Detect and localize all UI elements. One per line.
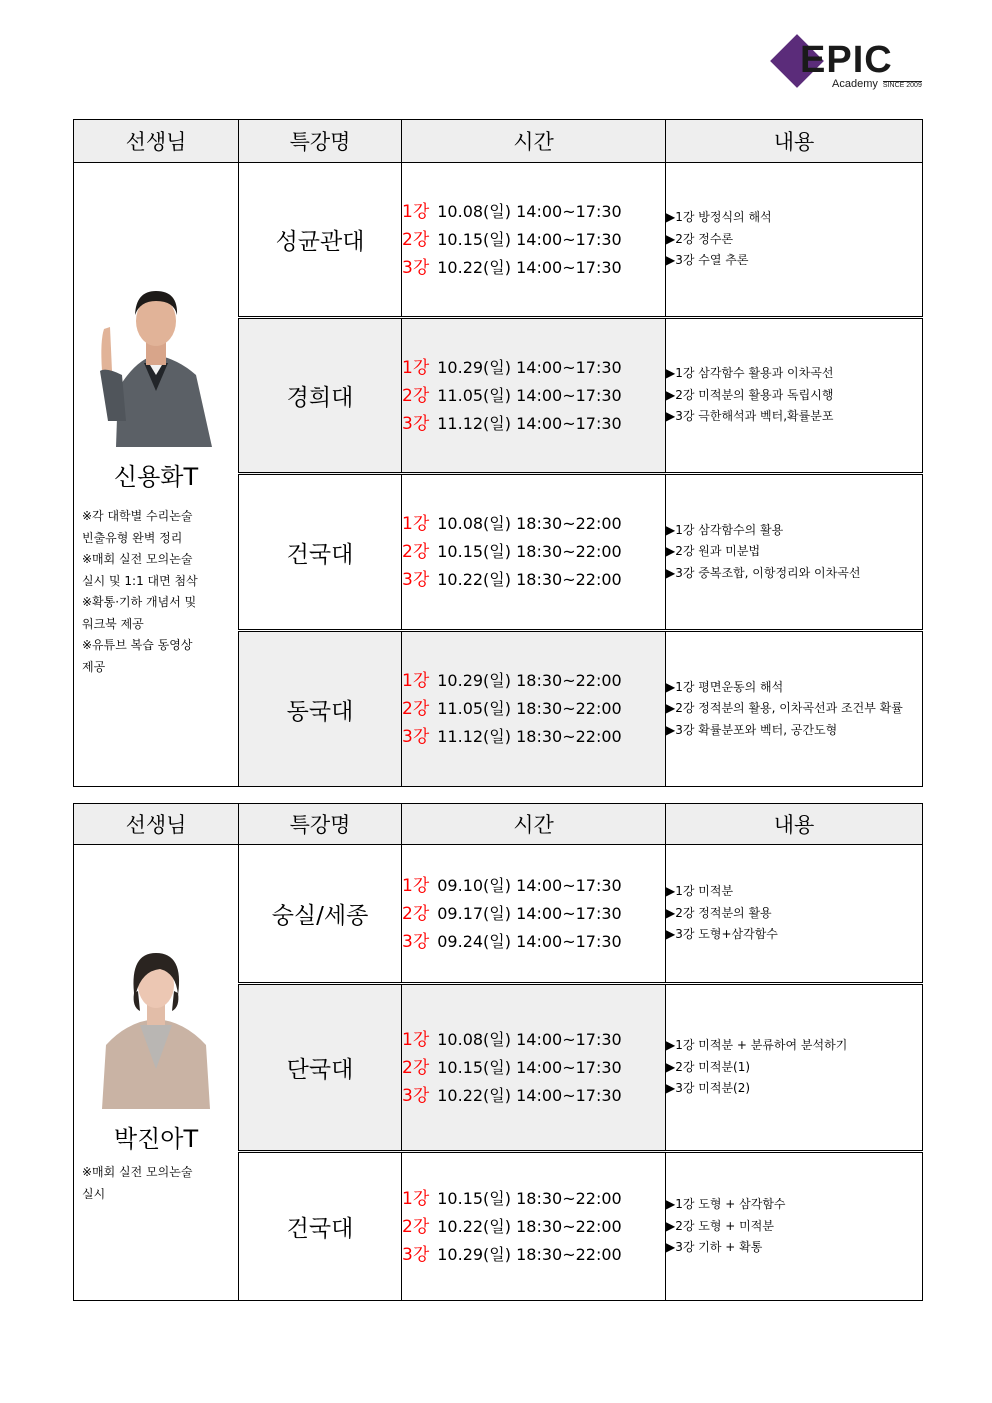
logo-word: EPIC bbox=[800, 39, 893, 81]
lecture-number: 3강 bbox=[402, 257, 430, 278]
lecture-number: 1강 bbox=[402, 671, 430, 691]
course-times bbox=[402, 631, 666, 787]
teacher-cell bbox=[74, 163, 239, 787]
course-content bbox=[666, 1152, 923, 1301]
teacher-name: 신용화T bbox=[113, 463, 199, 491]
session-row bbox=[402, 1213, 665, 1241]
session-time: 11.12(일) 18:30~22:00 bbox=[437, 727, 622, 746]
logo-academy-text: Academy bbox=[832, 78, 878, 90]
lecture-number: 2강 bbox=[402, 1216, 430, 1237]
session-row bbox=[402, 226, 665, 254]
content-line: ▶3강 극한해석과 벡터,확률분포 bbox=[666, 409, 834, 424]
header-content: 내용 bbox=[666, 804, 923, 845]
content-line: ▶1강 미적분 bbox=[666, 884, 734, 899]
lecture-number: 1강 bbox=[402, 1188, 430, 1209]
course-content bbox=[666, 318, 923, 474]
session-row bbox=[402, 723, 665, 751]
session-row bbox=[402, 872, 665, 900]
lecture-number: 1강 bbox=[402, 1029, 430, 1050]
session-row bbox=[402, 667, 665, 695]
content-line: ▶3강 기하 + 확통 bbox=[666, 1240, 763, 1255]
course-times bbox=[402, 318, 666, 474]
teacher-photo-avatar bbox=[96, 271, 216, 447]
course-name: 숭실/세종 bbox=[239, 845, 402, 984]
session-row bbox=[402, 928, 665, 956]
session-row bbox=[402, 382, 665, 410]
content-line: ▶2강 도형 + 미적분 bbox=[666, 1218, 774, 1233]
note-line: 실시 bbox=[82, 1186, 106, 1201]
lecture-number: 3강 bbox=[402, 570, 430, 590]
lecture-number: 2강 bbox=[402, 903, 430, 924]
header-course: 특강명 bbox=[239, 120, 402, 163]
logo-since-text: SINCE 2009 bbox=[882, 82, 922, 89]
lecture-number: 3강 bbox=[402, 931, 430, 952]
note-line: ※확통·기하 개념서 및 bbox=[82, 595, 197, 609]
course-times bbox=[402, 1152, 666, 1301]
header-time: 시간 bbox=[402, 120, 666, 163]
header-content: 내용 bbox=[666, 120, 923, 163]
session-time: 10.22(일) 18:30~22:00 bbox=[437, 570, 622, 589]
session-row bbox=[402, 566, 665, 594]
session-time: 09.24(일) 14:00~17:30 bbox=[437, 931, 622, 951]
teacher-photo-avatar bbox=[100, 945, 212, 1109]
header-course: 특강명 bbox=[239, 804, 402, 845]
content-line: ▶2강 미적분(1) bbox=[666, 1059, 751, 1074]
lecture-number: 2강 bbox=[402, 699, 430, 719]
course-name: 건국대 bbox=[239, 1152, 402, 1301]
content-line: ▶3강 도형+삼각함수 bbox=[666, 927, 778, 942]
content-line: ▶1강 평면운동의 해석 bbox=[666, 679, 784, 694]
lecture-number: 2강 bbox=[402, 229, 430, 250]
session-time: 09.17(일) 14:00~17:30 bbox=[437, 903, 622, 923]
logo-sub bbox=[832, 78, 922, 92]
session-row bbox=[402, 354, 665, 382]
schedule-table-1 bbox=[73, 119, 923, 787]
session-row bbox=[402, 1241, 665, 1269]
content-line: ▶1강 방정식의 해석 bbox=[666, 210, 772, 225]
lecture-number: 2강 bbox=[402, 542, 430, 562]
session-row bbox=[402, 198, 665, 226]
session-row bbox=[402, 510, 665, 538]
lecture-number: 3강 bbox=[402, 727, 430, 747]
content-line: ▶3강 미적분(2) bbox=[666, 1081, 751, 1096]
course-content bbox=[666, 474, 923, 631]
content-line: ▶2강 정수론 bbox=[666, 231, 734, 246]
teacher-notes bbox=[74, 1162, 238, 1205]
teacher-notes bbox=[74, 506, 238, 678]
session-row bbox=[402, 1026, 665, 1054]
lecture-number: 3강 bbox=[402, 1085, 430, 1106]
content-line: ▶2강 미적분의 활용과 독립시행 bbox=[666, 387, 834, 402]
content-line: ▶3강 수열 추론 bbox=[666, 253, 749, 268]
table-row bbox=[74, 845, 923, 984]
session-row bbox=[402, 410, 665, 438]
schedule-table-2 bbox=[73, 803, 923, 1301]
session-time: 10.22(일) 18:30~22:00 bbox=[437, 1216, 622, 1236]
note-line: 제공 bbox=[82, 659, 106, 674]
note-line: ※각 대학별 수리논술 bbox=[82, 509, 193, 523]
course-times bbox=[402, 474, 666, 631]
session-time: 10.29(일) 14:00~17:30 bbox=[437, 357, 622, 377]
table-header-row bbox=[74, 120, 923, 163]
note-line: ※매회 실전 모의논술 bbox=[82, 552, 193, 566]
session-time: 09.10(일) 14:00~17:30 bbox=[437, 875, 622, 895]
course-times bbox=[402, 845, 666, 984]
session-time: 10.15(일) 14:00~17:30 bbox=[437, 229, 622, 249]
teacher-name: 박진아T bbox=[113, 1125, 199, 1153]
teacher-cell bbox=[74, 845, 239, 1301]
header-teacher: 선생님 bbox=[74, 804, 239, 845]
session-time: 10.15(일) 14:00~17:30 bbox=[437, 1057, 622, 1077]
lecture-number: 1강 bbox=[402, 514, 430, 534]
course-times bbox=[402, 163, 666, 318]
session-time: 10.15(일) 18:30~22:00 bbox=[437, 1188, 622, 1208]
session-time: 10.15(일) 18:30~22:00 bbox=[437, 542, 622, 561]
note-line: ※유튜브 복습 동영상 bbox=[82, 638, 193, 652]
content-line: ▶3강 확률분포와 벡터, 공간도형 bbox=[666, 722, 838, 737]
session-time: 10.22(일) 14:00~17:30 bbox=[437, 1085, 622, 1105]
session-row bbox=[402, 1054, 665, 1082]
content-line: ▶2강 원과 미분법 bbox=[666, 544, 761, 559]
session-time: 10.29(일) 18:30~22:00 bbox=[437, 671, 622, 690]
content-line: ▶3강 중복조합, 이항정리와 이차곡선 bbox=[666, 565, 861, 580]
content-line: ▶2강 정적분의 활용 bbox=[666, 905, 772, 920]
lecture-number: 1강 bbox=[402, 875, 430, 896]
lecture-number: 1강 bbox=[402, 357, 430, 378]
course-name: 건국대 bbox=[239, 474, 402, 631]
lecture-number: 3강 bbox=[402, 1244, 430, 1265]
session-row bbox=[402, 1082, 665, 1110]
epic-academy-logo bbox=[770, 34, 920, 94]
course-name: 동국대 bbox=[239, 631, 402, 787]
note-line: 워크북 제공 bbox=[82, 616, 144, 631]
note-line: 실시 및 1:1 대면 첨삭 bbox=[82, 573, 198, 588]
lecture-number: 2강 bbox=[402, 385, 430, 406]
course-content bbox=[666, 163, 923, 318]
course-name: 경희대 bbox=[239, 318, 402, 474]
course-content bbox=[666, 984, 923, 1152]
course-name: 단국대 bbox=[239, 984, 402, 1152]
session-time: 11.05(일) 18:30~22:00 bbox=[437, 699, 622, 718]
session-row bbox=[402, 900, 665, 928]
content-line: ▶1강 삼각함수 활용과 이차곡선 bbox=[666, 366, 834, 381]
note-line: 빈출유형 완벽 정리 bbox=[82, 530, 183, 545]
lecture-number: 1강 bbox=[402, 201, 430, 222]
session-time: 10.08(일) 14:00~17:30 bbox=[437, 201, 622, 221]
session-time: 11.05(일) 14:00~17:30 bbox=[437, 385, 622, 405]
content-line: ▶1강 미적분 + 분류하여 분석하기 bbox=[666, 1038, 848, 1053]
lecture-number: 2강 bbox=[402, 1057, 430, 1078]
session-row bbox=[402, 1185, 665, 1213]
course-name: 성균관대 bbox=[239, 163, 402, 318]
session-row bbox=[402, 695, 665, 723]
course-content bbox=[666, 845, 923, 984]
session-row bbox=[402, 538, 665, 566]
table-row bbox=[74, 163, 923, 318]
content-line: ▶1강 삼각함수의 활용 bbox=[666, 522, 784, 537]
table-header-row bbox=[74, 804, 923, 845]
header-teacher: 선생님 bbox=[74, 120, 239, 163]
course-times bbox=[402, 984, 666, 1152]
session-time: 10.08(일) 18:30~22:00 bbox=[437, 514, 622, 533]
content-line: ▶1강 도형 + 삼각함수 bbox=[666, 1197, 786, 1212]
session-time: 10.08(일) 14:00~17:30 bbox=[437, 1029, 622, 1049]
course-content bbox=[666, 631, 923, 787]
content-line: ▶2강 정적분의 활용, 이차곡선과 조건부 확률 bbox=[666, 701, 903, 716]
header-time: 시간 bbox=[402, 804, 666, 845]
session-time: 11.12(일) 14:00~17:30 bbox=[437, 413, 622, 433]
session-time: 10.29(일) 18:30~22:00 bbox=[437, 1244, 622, 1264]
lecture-number: 3강 bbox=[402, 413, 430, 434]
note-line: ※매회 실전 모의논술 bbox=[82, 1165, 193, 1179]
session-time: 10.22(일) 14:00~17:30 bbox=[437, 257, 622, 277]
session-row bbox=[402, 254, 665, 282]
